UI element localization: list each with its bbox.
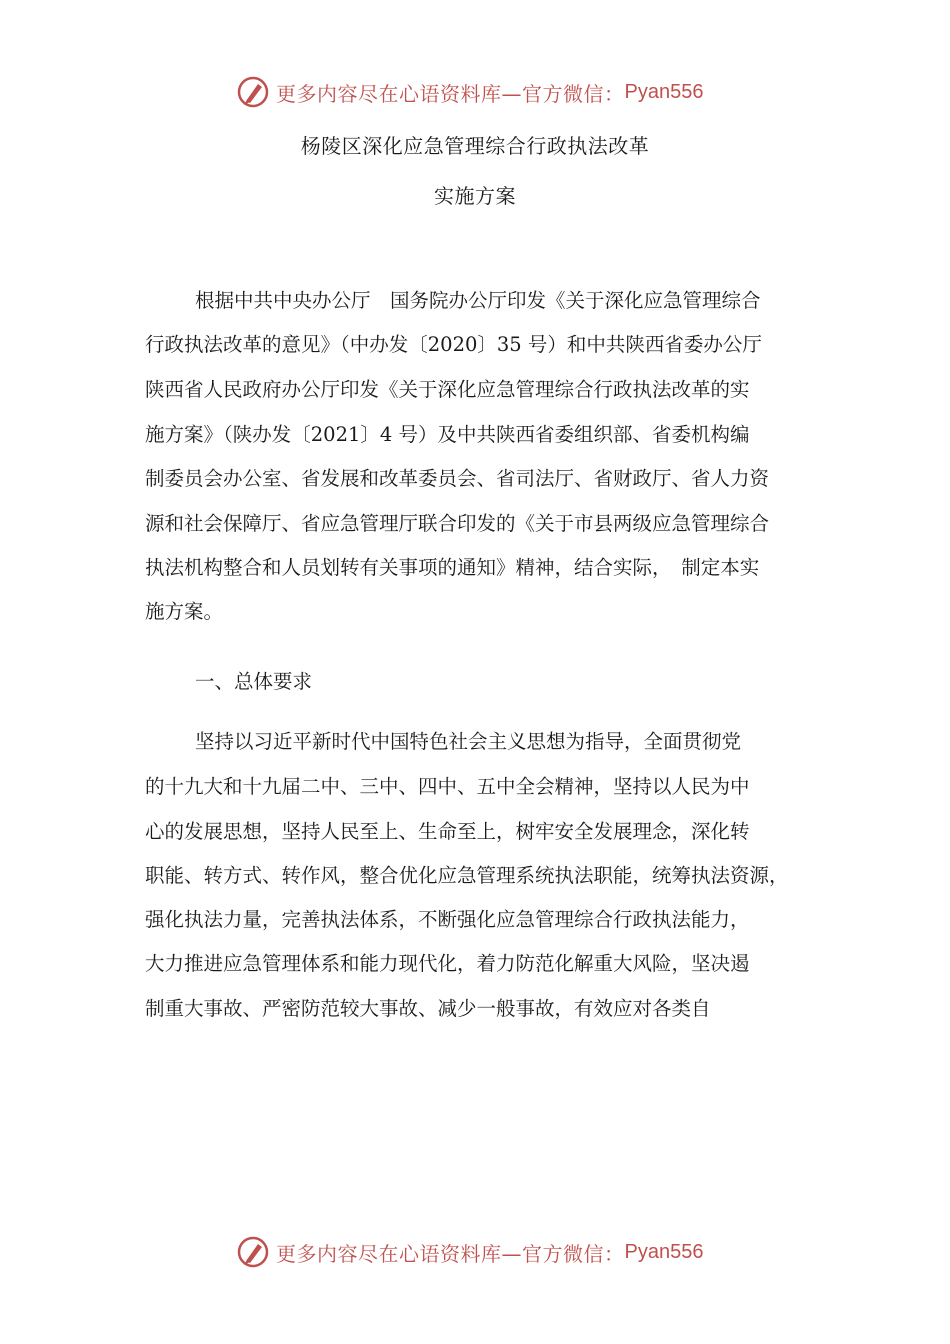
document-subtitle: 实施方案 bbox=[434, 184, 516, 208]
paragraph-1-line: 源和社会保障厅、省应急管理厅联合印发的《关于市县两级应急管理综合 bbox=[145, 512, 770, 535]
watermark-handle: Pyan556 bbox=[624, 80, 704, 103]
document-title: 杨陵区深化应急管理综合行政执法改革 bbox=[300, 134, 650, 158]
paragraph-1-line: 陕西省人民政府办公厅印发《关于深化应急管理综合行政执法改革的实 bbox=[145, 378, 750, 401]
watermark-footer bbox=[236, 1232, 703, 1272]
section-heading: 一、总体要求 bbox=[195, 670, 313, 693]
watermark-text: 更多内容尽在心语资料库—官方微信： bbox=[276, 81, 625, 106]
paragraph-2-line: 的十九大和十九届二中、三中、四中、五中全会精神，坚持以人民为中 bbox=[145, 775, 750, 798]
paragraph-2-line: 制重大事故、严密防范较大事故、减少一般事故，有效应对各类自 bbox=[145, 997, 711, 1020]
pen-logo-icon bbox=[236, 1235, 270, 1269]
paragraph-2-line: 大力推进应急管理体系和能力现代化，着力防范化解重大风险，坚决遏 bbox=[145, 952, 750, 975]
watermark-text: 更多内容尽在心语资料库—官方微信： bbox=[276, 1241, 625, 1266]
pen-logo-icon bbox=[236, 75, 270, 109]
paragraph-2-line: 职能、转方式、转作风，整合优化应急管理系统执法职能，统筹执法资源， bbox=[145, 864, 789, 887]
watermark-handle: Pyan556 bbox=[624, 1240, 704, 1263]
paragraph-1-line: 施方案》（陕办发〔2021〕4 号）及中共陕西省委组织部、省委机构编 bbox=[145, 423, 750, 446]
paragraph-2-line: 强化执法力量，完善执法体系，不断强化应急管理综合行政执法能力， bbox=[145, 908, 750, 931]
paragraph-1-line: 根据中共中央办公厅 国务院办公厅印发《关于深化应急管理综合 bbox=[195, 289, 761, 312]
watermark-header bbox=[236, 72, 703, 112]
paragraph-1-line: 制委员会办公室、省发展和改革委员会、省司法厅、省财政厅、省人力资 bbox=[145, 467, 770, 490]
paragraph-2-line: 坚持以习近平新时代中国特色社会主义思想为指导，全面贯彻党 bbox=[195, 730, 742, 753]
paragraph-2-line: 心的发展思想，坚持人民至上、生命至上，树牢安全发展理念，深化转 bbox=[145, 820, 750, 843]
paragraph-1-line: 执法机构整合和人员划转有关事项的通知》精神，结合实际， 制定本实 bbox=[145, 556, 760, 579]
paragraph-1-line: 行政执法改革的意见》（中办发〔2020〕35 号）和中共陕西省委办公厅 bbox=[145, 333, 762, 356]
paragraph-1-line: 施方案。 bbox=[145, 600, 224, 623]
